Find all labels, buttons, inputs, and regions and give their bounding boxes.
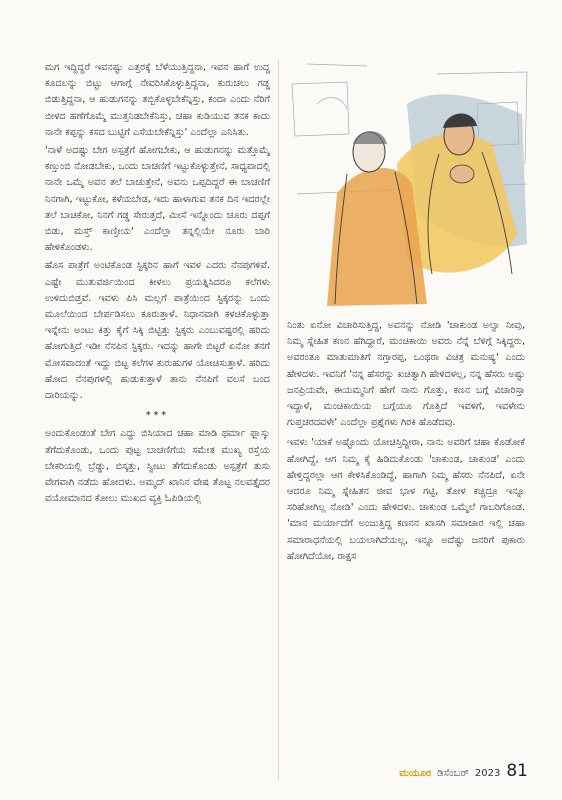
left-text-column xyxy=(45,60,270,507)
paragraph: ಇವಳು 'ಯಾಕೆ ಅಷ್ಟೊಂದು ಯೋಚಿಸ್ತಿದ್ದೀರಾ, ನಾನು ಅವರಿಗೆ ಚಹಾ ಕೊಡೋಕೆ ಹೋಗಿದ್ದೆ, ಆಗ ನಿಮ್ಮ ಕೈ ಹಿಡಿದುಕೊಂಡು 'ಚಾಕುಂಡ, ಚಾಕುಂಡ' ಎಂದು ಹೇಳ್ತಿದ್ದರಲ್ಲಾ ಆಗ ಕೇಳಿಸಿಕೊಂಡಿದ್ದೆ, ಹಾಗಾಗಿ ನಿಮ್ಮ ಹೆಸರು ನೆನಪಿದೆ, ಏನೇ ಆದರೂ ನಿಮ್ಮ ಸ್ನೇಹಿತನ ಜೀವ ಭಾಳ ಗಟ್ಟಿ, ತೋಳ ಕಚ್ಚಿದ್ರೂ ಇನ್ನೂ ಸರಿಹೋಗಿಲ್ಲ ನೋಡಿ' ಎಂದು ಹೇಳಿದಳು. ಚಾಕುಂಡ ಒಮ್ಮೆಲೆ ಗಾಬರಿಗೊಂಡ. 'ಮಾನ ಮರ್ಯಾದೆಗೆ ಅಂಜುತ್ತಿದ್ದ ಕಣನನ ಖಾಸಗಿ ಸಮಾಚಾರ ಇಲ್ಲಿ ಚಹಾ ಸಮಾರಾಧನೆಯಲ್ಲಿ ಬಯಲಾಗಿದೆಯಲ್ಲ, ಇನ್ನೂ ಅದೆಷ್ಟು ಜನರಿಗೆ ಪುಕಾರು ಹೋಗಿದೆಯೋ, ರಾಕ್ಷಸ xyxy=(287,437,525,562)
paragraph: ಅಂದುಕೊಂಡಂತೆ ಬೇಗ ಎದ್ದು ಬಿಸಿಯಾದ ಚಹಾ ಮಾಡಿ ಥರ್ಮಾ ಫ್ಲಾಸ್ಕು ತೆಗೆದುಕೊಂಡು, ಒಂದು ಪುಟ್ಟ ಬಾಚಣಿಗೆಯ ಸಮೇತ ಮುಖ್ಯ ರಸ್ತೆಯ ಬೇಕರಿಯಲ್ಲಿ ಬ್ರೆಡ್ಡು, ಬಿಸ್ಕತ್ತು, ಸ್ವೀಟು ತೆಗೆದುಕೊಂಡು ಅಸ್ಪತ್ರೆಗೆ ತುಸು ವೇಗವಾಗಿ ನಡೆದು ಹೋದಳು. ಅಮ್ಮದ್ ಖಾನಿನ ವೇಷ ತೊಟ್ಟ ನಲವತ್ತೈದರ ವಯೋಮಾನದ ಕೋಲು ಮುಖದ ವ್ಯಕ್ತಿ ಓಪಿಡಿಯಲ್ಲಿ xyxy=(45,428,270,505)
magazine-brand: ಮಯೂರ xyxy=(399,768,432,779)
story-illustration xyxy=(287,44,535,312)
paragraph: 'ನಾಳೆ ಅದಷ್ಟು ಬೇಗ ಅಸ್ಪತ್ರೆಗೆ ಹೋಗಬೇಕು, ಆ ಹುಡುಗನನ್ನು ಮತ್ತೊಮ್ಮೆ ಕಣ್ತುಂಬಿ ನೋಡಬೇಕು, ಒಂದು ಬಾಚಣಿಗೆ ಇಟ್ಟುಕೊಳ್ಳುತ್ತೇನೆ, ಸಾಧ್ಯವಾದಲ್ಲಿ ನಾನೇ ಒಮ್ಮೆ ಅವನ ತಲೆ ಬಾಚುತ್ತೇನೆ, ಅವನು ಒಪ್ಪದಿದ್ದರೆ ಈ ಬಾಚಣಿಗೆ ನಿನಗಾಗಿ, ಇಟ್ಟುಕೋ, ಕಳೆಯಬೇಡ, ಇದು ಹಾಳಾಗುವ ತನಕ ದಿನ ಇದರಲ್ಲೇ ತಲೆ ಬಾಚಿಕೋ, ನಿನಗೆ ಗಡ್ಡ ಸೇರುತ್ತದೆ, ಮೀಸೆ ಇನ್ನೊಂದು ಚೂರು ದಪ್ಪಗೆ ಬಿಡು, ಮಸ್ತ್ ಕಾಣ್ತೀಯ' ಎಂದೆಲ್ಲಾ ತನ್ನಲ್ಲಿಯೇ ನೂರು ಬಾರಿ ಹೇಳಿಕೊಂಡಳು. xyxy=(45,145,270,254)
issue-year: 2023 xyxy=(474,768,501,779)
issue-month: ಡಿಸೆಂಬರ್ xyxy=(437,768,469,779)
paragraph: ನಿಂತು ಏನೋ ವಿಚಾರಿಸುತ್ತಿದ್ದ, ಅವನನ್ನು ನೋಡಿ 'ಚಾಕುಂಡ ಅಲ್ವಾ ನೀವು, ನಿಮ್ಮ ಸ್ನೇಹಿತ ಕಣನ ಹೆಗಿದ್ದಾರೆ, ಮಂಚಿಕಾಯಿ ಅವರು ನೆನ್ನೆ ಬೆಳಿಗ್ಗೆ ಸಿಕ್ಕಿದ್ದರು, ಅವರಂತೂ ಮಾತುಮಾತಿಗೆ ನಗ್ತಾರಪ್ಪ, ಒಂಥರಾ ವಿಚಿತ್ರ ಮನುಷ್ಯ' ಎಂದು ಹೇಳಿದಳು. ಇವನಿಗೆ 'ನನ್ನ ಹೆಸರನ್ನು ಖಚಿತ್ವಾಗಿ ಹೇಳಿದಳಲ್ಲ, ನನ್ನ ಹೆಸರು ಅಷ್ಟು ಜನಪ್ರಿಯವೇ, ಈಯಮ್ಮನಿಗೆ ಹೇಗೆ ನಾನು ಗೊತ್ತು, ಕಣನ ಬಗ್ಗೆ ವಿಚಾರಿಸ್ತಾ ಇದ್ದಾಳೆ, ಮಂಚಿಕಾಯಿಯ ಬಗ್ಗೆಯೂ ಗೊತ್ತಿದೆ ಇವಳಿಗೆ, ಇವಳೇನು ಗುಪ್ತಚರದವಳೇ' ಎಂದೆಲ್ಲಾ ಪ್ರಶ್ನೆಗಳು ಗಿರಕಿ ಹೊಡೆದವು. xyxy=(287,320,525,429)
page-number: 81 xyxy=(506,761,528,781)
right-text-column xyxy=(287,318,525,565)
section-separator: *** xyxy=(145,410,170,422)
paragraph: ಮಗ ಇದ್ದಿದ್ದರೆ ಇವನಷ್ಟು ಎತ್ತರಕ್ಕೆ ಬೆಳೆಯುತ್ತಿದ್ದನಾ, ಇವನ ಹಾಗೆ ಉದ್ದ ಕೂದಲನ್ನು ಬಿಟ್ಟು ಆಗಾಗ್ಗೆ ನೇವರಿಸಿಕೊಳ್ಳುತ್ತಿದ್ದನಾ, ಕುರುಚಲು ಗಡ್ಡ ಬಿಡುತ್ತಿದ್ದನಾ, ಆ ಹುಡುಗನನ್ನು ತಬ್ಬಿಕೊಳ್ಳಬೇಕೆನ್ನಿಸ್ತು, ಕಂದಾ ಎಂದು ನೆರಿಗೆ ಬೀಳದ ಹಣೆಗೊಮ್ಮೆ ಮುತ್ತನಿಡಬೇಕೆನಿಸ್ತು, ಚಹಾ ಕುಡಿಯುವ ತನಕ ಕಾದು ನಾನೇ ಕಪ್ಪನ್ನು ಕಸದ ಬುಟ್ಟಿಗೆ ಎಸೆಯಬೇಕೆನ್ನಿಸ್ತು' ಎಂದೆಲ್ಲಾ ಎನಿಸಿತು. xyxy=(45,62,270,138)
page-footer xyxy=(399,761,528,781)
column-divider xyxy=(278,60,279,780)
paragraph: ಹೊಸ ಪಾತ್ರೆಗೆ ಅಂಟಿಕೊಂಡ ಸ್ಟಿಕ್ಕರಿನ ಹಾಗೆ ಇವಳ ಎದರು ನೆನಪುಗಳಿವೆ. ಎಷ್ಟೇ ಮುತುವರ್ಜಿಯಿಂದ ಕೀಳಲು ಪ್ರಯತ್ನಿಸಿದರೂ ಕಲೆಗಳು ಉಳಿದುಬಿಡ್ತವೆ. ಇವಳು ಪಿಸಿ ಮಲ್ಲಗೆ ಪಾತ್ರೆಯಿಂದ ಸ್ಟಿಕ್ಕರನ್ನು ಒಂದು ಮೂಲೆಯಿಂದ ಬೇರ್ಪಡಿಸಲು ಕೂರುತ್ತಾಳೆ. ನಿಧಾನವಾಗಿ ಕಳಚಿಕೊಳ್ಳುತ್ತಾ ಇನ್ನೇನು ಅಂಟು ಕಿತ್ತು ಕೈಗೆ ಸಿಕ್ಕಿ ಬಿಟ್ಟಿತ್ತು ಸ್ಟಿಕ್ಕರು ಎಂಬುವಷ್ಟರಲ್ಲಿ ಹರಿದು ಹೋಗುತ್ತಿದೆ ಇಡೀ ನೆನಪಿನ ಸ್ಟಿಕ್ಕರು. ಇದನ್ನು ಹಾಗೇ ಬಿಟ್ಟರೆ ಏನೋ ತನಗೆ ಮೋಸವಾದಂತೆ ಇದ್ದು ಬಿಟ್ಟ ಕಲೆಗಳ ಕುರುಹುಗಳ ಯೋಚಿಸುತ್ತಾಳೆ. ಹರಿದು ಹೋದ ನೆನಪುಗಳಲ್ಲಿ ಹುಡುಕುತ್ತಾಳೆ ತಾನು ನೆನಪಿಗೆ ವಲಸೆ ಬಂದ ದಾರಿಯನ್ನು. xyxy=(45,260,270,402)
